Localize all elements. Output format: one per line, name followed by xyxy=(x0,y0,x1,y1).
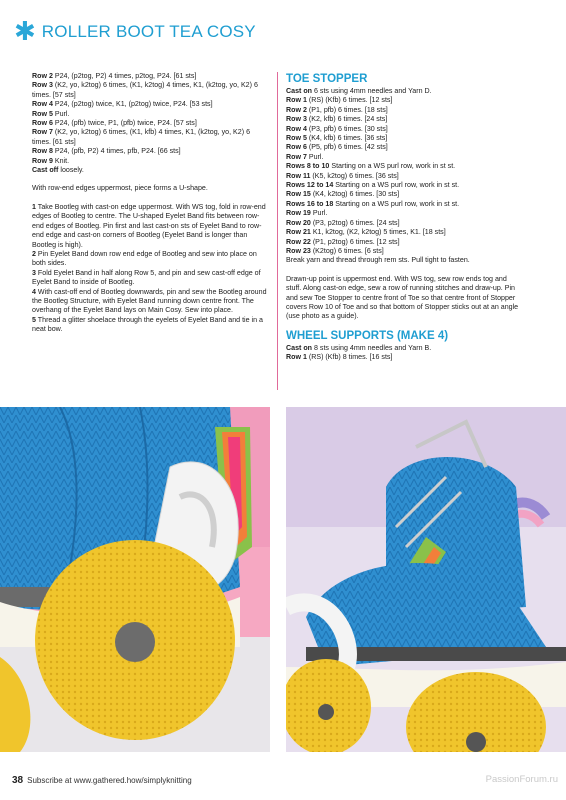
step-text: Fold Eyelet Band in half along Row 5, and pin and sew cast-off edge of Eyelet Band to inside of Bootleg. xyxy=(32,268,261,287)
pattern-row-label: Row 6 xyxy=(32,119,53,128)
pattern-row xyxy=(32,166,268,175)
step-text: Thread a glitter shoelace through the eyelets of Eyelet Band and tie in a neat bow. xyxy=(32,315,263,334)
toe-row-text: (K4, kfb) 6 times. [36 sts] xyxy=(306,134,388,143)
toe-row xyxy=(286,87,522,96)
toe-row-text: Purl. xyxy=(306,152,324,161)
toe-row-label: Row 15 xyxy=(286,190,311,199)
pattern-row-label: Row 5 xyxy=(32,109,53,118)
toe-row-text: (P5, pfb) 6 times. [42 sts] xyxy=(306,143,388,152)
pattern-row-label: Row 9 xyxy=(32,156,53,165)
pattern-row-text: Purl. xyxy=(52,109,70,118)
wheel-row-text: (RS) (Kfb) 8 times. [16 sts] xyxy=(306,353,393,362)
toe-row-label: Row 6 xyxy=(286,143,307,152)
pattern-row xyxy=(32,100,268,109)
column-divider xyxy=(277,72,278,390)
left-steps-list xyxy=(32,203,268,335)
tea-cosy-wheel-photo xyxy=(0,407,270,752)
toe-row xyxy=(286,125,522,134)
toe-row-text: (K4, k2tog) 6 times. [30 sts] xyxy=(310,190,400,199)
pattern-row xyxy=(32,157,268,166)
step-number: 4 xyxy=(32,287,36,296)
pattern-row xyxy=(32,147,268,156)
left-rows-list xyxy=(32,72,268,175)
toe-row-label: Row 1 xyxy=(286,96,307,105)
toe-row-label: Row 23 xyxy=(286,246,311,255)
page-number: 38 xyxy=(12,775,24,786)
toe-row-text: (K5, k2tog) 6 times. [36 sts] xyxy=(310,171,399,180)
toe-row xyxy=(286,219,522,228)
toe-row xyxy=(286,228,522,237)
roller-boot-photo xyxy=(286,407,566,752)
toe-row-label: Row 7 xyxy=(286,152,307,161)
pattern-row-label: Row 2 xyxy=(32,72,53,80)
wheel-row xyxy=(286,353,522,362)
toe-note: Drawn-up point is uppermost end. With WS tog, sew row ends tog and stuff. Along cast-on edge, sew a row of running stitches and draw-up. Pin and sew Toe Stopper to centre front of Toe so that centre front of Stopper covers Row 10 of Toe and so that bottom of Stopper sticks out at an angle (use photo as a guide). xyxy=(286,274,519,321)
pattern-row-label: Cast off xyxy=(32,166,59,175)
pattern-row-label: Row 4 xyxy=(32,100,53,109)
step-number: 1 xyxy=(32,202,36,211)
toe-row-label: Row 5 xyxy=(286,134,307,143)
toe-row-text: Starting on a WS purl row, work in st st. xyxy=(329,162,456,171)
toe-row-label: Row 11 xyxy=(286,171,311,180)
toe-rows-list xyxy=(286,87,522,256)
toe-row-label: Row 2 xyxy=(286,105,307,114)
toe-row xyxy=(286,181,522,190)
step-number: 5 xyxy=(32,315,36,324)
toe-row-text: (P3, pfb) 6 times. [30 sts] xyxy=(306,124,388,133)
toe-row-label: Row 4 xyxy=(286,124,307,133)
toe-row-label: Rows 8 to 10 xyxy=(286,162,330,171)
pattern-row-text: P24, (pfb, P2) 4 times, pfb, P24. [66 sts] xyxy=(52,147,181,156)
toe-row-label: Row 22 xyxy=(286,237,311,246)
toe-break-text: Break yarn and thread through rem sts. Pull tight to fasten. xyxy=(286,256,470,265)
pattern-row xyxy=(32,81,268,100)
toe-row xyxy=(286,238,522,247)
pattern-row-text: P24, (pfb) twice, P1, (pfb) twice, P24. [57 sts] xyxy=(52,119,197,128)
pattern-row-label: Row 8 xyxy=(32,147,53,156)
toe-row-label: Cast on xyxy=(286,87,313,95)
step-text: Pin Eyelet Band down row end edge of Bootleg and sew into place on both sides. xyxy=(32,249,257,268)
toe-row xyxy=(286,96,522,105)
pattern-row xyxy=(32,72,268,81)
pattern-row-text: (K2, yo, k2tog) 6 times, (K1, k2tog) 4 times, K1, (k2tog, yo, K2) 6 times. [57 sts] xyxy=(32,81,258,99)
wheel-supports-heading: WHEEL SUPPORTS (MAKE 4) xyxy=(286,329,449,342)
wheel-rows-list xyxy=(286,344,522,363)
toe-row xyxy=(286,247,522,256)
step-text: Take Bootleg with cast-on edge uppermost. With WS tog, fold in row-end edges of Bootleg to centre. The U-shaped Eyelet Band fits between row-end edges of Bootleg. Pin first and last cast-on sts of Eyelet Band to row-end edge and cast-on corners of Bootleg (Eyelet Band is longer than Bootleg is high). xyxy=(32,202,266,249)
toe-row xyxy=(286,200,522,209)
toe-row-label: Row 3 xyxy=(286,115,307,124)
pattern-row-text: P24, (p2tog) twice, K1, (p2tog) twice, P24. [53 sts] xyxy=(52,100,213,109)
pattern-row xyxy=(32,128,268,147)
page-header xyxy=(14,17,256,47)
toe-row xyxy=(286,162,522,171)
asterisk-icon: ✱ xyxy=(14,17,36,47)
toe-row-label: Row 20 xyxy=(286,218,311,227)
wheel-row xyxy=(286,344,522,353)
instruction-step xyxy=(32,288,268,316)
toe-row-text: (K2, kfb) 6 times. [24 sts] xyxy=(306,115,388,124)
toe-row-text: (K2tog) 6 times. [6 sts] xyxy=(310,246,384,255)
pattern-row-text: P24, (p2tog, P2) 4 times, p2tog, P24. [61 sts] xyxy=(52,72,197,80)
toe-row xyxy=(286,153,522,162)
page-title: ROLLER BOOT TEA COSY xyxy=(41,22,256,41)
toe-row-text: K1, k2tog, (K2, k2tog) 5 times, K1. [18 sts] xyxy=(310,228,446,237)
step-number: 2 xyxy=(32,249,36,258)
photo-left xyxy=(0,407,270,752)
toe-row xyxy=(286,172,522,181)
toe-row-label: Row 21 xyxy=(286,228,311,237)
instruction-step xyxy=(32,269,268,288)
toe-row-text: (RS) (Kfb) 6 times. [12 sts] xyxy=(306,96,393,105)
pattern-row xyxy=(32,119,268,128)
right-column xyxy=(286,72,522,363)
toe-row-text: (P1, pfb) 6 times. [18 sts] xyxy=(306,105,388,114)
toe-stopper-heading: TOE STOPPER xyxy=(286,73,368,85)
toe-row-text: 6 sts using 4mm needles and Yarn D. xyxy=(312,87,432,95)
watermark: PassionForum.ru xyxy=(485,774,558,785)
pattern-row-label: Row 3 xyxy=(32,81,53,90)
left-note: With row-end edges uppermost, piece forms a U-shape. xyxy=(32,184,208,193)
step-number: 3 xyxy=(32,268,36,277)
toe-row-text: (P3, p2tog) 6 times. [24 sts] xyxy=(310,218,400,227)
left-column xyxy=(32,72,268,335)
toe-row-text: Purl. xyxy=(310,209,328,218)
pattern-row-label: Row 7 xyxy=(32,128,53,137)
pattern-row-text: loosely. xyxy=(58,166,84,175)
wheel-row-label: Cast on xyxy=(286,343,313,352)
toe-row-label: Rows 12 to 14 xyxy=(286,181,334,190)
pattern-row-text: Knit. xyxy=(52,156,70,165)
toe-row-label: Row 19 xyxy=(286,209,311,218)
toe-row xyxy=(286,134,522,143)
photo-right xyxy=(286,407,566,752)
toe-row xyxy=(286,209,522,218)
toe-row xyxy=(286,106,522,115)
instruction-step xyxy=(32,250,268,269)
page-footer xyxy=(12,775,192,786)
wheel-row-text: 8 sts using 4mm needles and Yarn B. xyxy=(312,343,432,352)
toe-row xyxy=(286,143,522,152)
toe-row xyxy=(286,190,522,199)
step-text: With cast-off end of Bootleg downwards, pin and sew the Bootleg around the Bootleg Structure, with Eyelet Band running down centre front. The overhang of the Eyelet Band lays on Main Cosy. Sew into place. xyxy=(32,287,267,315)
pattern-row xyxy=(32,110,268,119)
toe-row-text: (P1, p2tog) 6 times. [12 sts] xyxy=(310,237,400,246)
pattern-row-text: (K2, yo, k2tog) 6 times, (K1, kfb) 4 times, K1, (k2tog, yo, K2) 6 times. [61 sts] xyxy=(32,128,251,146)
toe-row-text: Starting on a WS purl row, work in st st. xyxy=(333,199,460,208)
instruction-step xyxy=(32,203,268,250)
wheel-row-label: Row 1 xyxy=(286,353,307,362)
subscribe-link[interactable]: Subscribe at www.gathered.how/simplyknitting xyxy=(27,776,192,785)
toe-row-text: Starting on a WS purl row, work in st st. xyxy=(333,181,460,190)
toe-row-label: Rows 16 to 18 xyxy=(286,199,334,208)
toe-row xyxy=(286,115,522,124)
instruction-step xyxy=(32,316,268,335)
